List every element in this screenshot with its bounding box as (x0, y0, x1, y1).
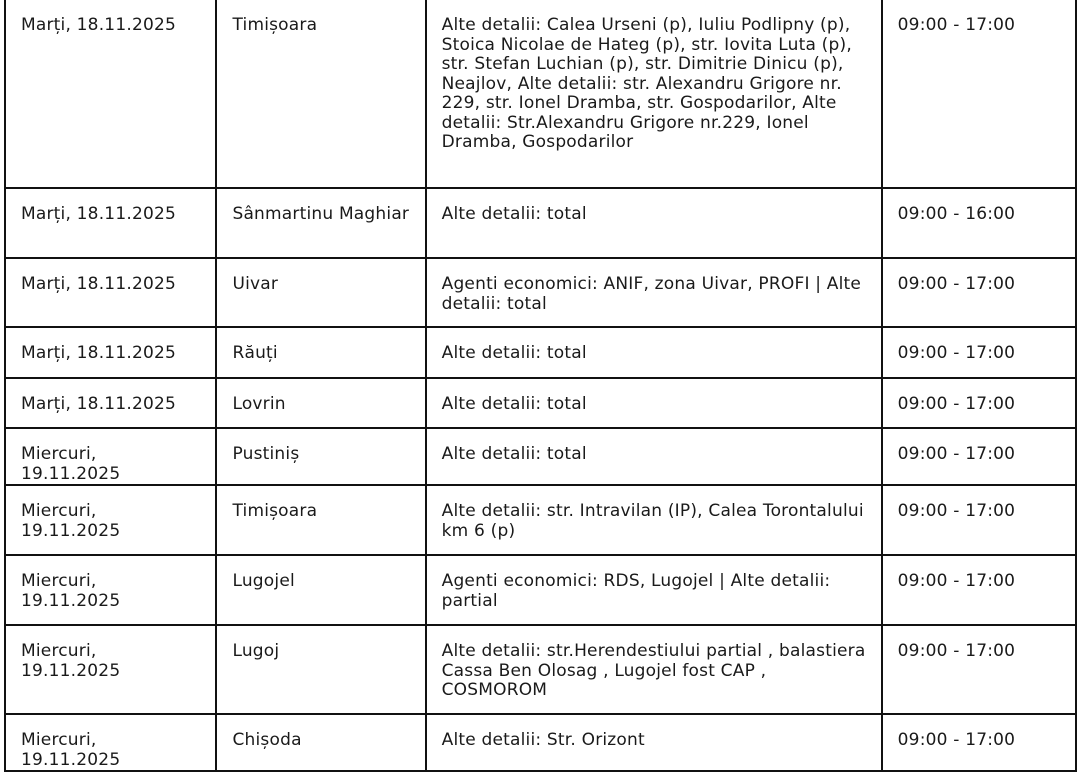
details-cell: Alte detalii: Calea Urseni (p), Iuliu Podlipny (p), Stoica Nicolae de Hateg (p), str. Iovita Luta (p), str. Stefan Luchian (p), str. Dimitrie Dinicu (p), Neajlov, Alte detalii: str. Alexandru Grigore nr. 229, str. Ionel Dramba, str. Gospodarilor, Alte detalii: Str.Alexandru Grigore nr.229, Ionel Dramba, Gospodarilor (426, 0, 882, 188)
interval-cell: 09:00 - 17:00 (882, 258, 1076, 327)
details-cell: Agenti economici: ANIF, zona Uivar, PROFI | Alte detalii: total (426, 258, 882, 327)
interval-cell: 09:00 - 17:00 (882, 0, 1076, 188)
locality-cell: Timișoara (216, 485, 425, 555)
date-cell: Miercuri, 19.11.2025 (5, 428, 216, 485)
locality-cell: Răuți (216, 327, 425, 378)
details-cell: Alte detalii: Str. Orizont (426, 714, 882, 771)
details-cell: Agenti economici: RDS, Lugojel | Alte detalii: partial (426, 555, 882, 625)
interval-cell: 09:00 - 17:00 (882, 378, 1076, 428)
date-cell: Miercuri, 19.11.2025 (5, 555, 216, 625)
outage-schedule-table (4, 0, 1077, 772)
date-cell: Marți, 18.11.2025 (5, 327, 216, 378)
table-row (5, 327, 1076, 378)
table-row (5, 0, 1076, 188)
table-row (5, 428, 1076, 485)
table-row (5, 258, 1076, 327)
table-row (5, 378, 1076, 428)
interval-cell: 09:00 - 17:00 (882, 327, 1076, 378)
interval-cell: 09:00 - 17:00 (882, 555, 1076, 625)
locality-cell: Timișoara (216, 0, 425, 188)
date-cell: Miercuri, 19.11.2025 (5, 625, 216, 714)
locality-cell: Lovrin (216, 378, 425, 428)
locality-cell: Chișoda (216, 714, 425, 771)
interval-cell: 09:00 - 16:00 (882, 188, 1076, 258)
locality-cell: Sânmartinu Maghiar (216, 188, 425, 258)
table-row (5, 555, 1076, 625)
locality-cell: Lugojel (216, 555, 425, 625)
details-cell: Alte detalii: total (426, 378, 882, 428)
details-cell: Alte detalii: total (426, 327, 882, 378)
locality-cell: Uivar (216, 258, 425, 327)
table-row (5, 188, 1076, 258)
details-cell: Alte detalii: total (426, 188, 882, 258)
date-cell: Marți, 18.11.2025 (5, 378, 216, 428)
date-cell: Marți, 18.11.2025 (5, 0, 216, 188)
locality-cell: Pustiniș (216, 428, 425, 485)
interval-cell: 09:00 - 17:00 (882, 625, 1076, 714)
table-row (5, 714, 1076, 771)
details-cell: Alte detalii: total (426, 428, 882, 485)
details-cell: Alte detalii: str.Herendestiului partial , balastiera Cassa Ben Olosag , Lugojel fost CAP , COSMOROM (426, 625, 882, 714)
interval-cell: 09:00 - 17:00 (882, 485, 1076, 555)
details-cell: Alte detalii: str. Intravilan (IP), Calea Torontalului km 6 (p) (426, 485, 882, 555)
date-cell: Miercuri, 19.11.2025 (5, 485, 216, 555)
interval-cell: 09:00 - 17:00 (882, 428, 1076, 485)
table-row (5, 485, 1076, 555)
date-cell: Marți, 18.11.2025 (5, 188, 216, 258)
date-cell: Marți, 18.11.2025 (5, 258, 216, 327)
interval-cell: 09:00 - 17:00 (882, 714, 1076, 771)
date-cell: Miercuri, 19.11.2025 (5, 714, 216, 771)
table-row (5, 625, 1076, 714)
locality-cell: Lugoj (216, 625, 425, 714)
